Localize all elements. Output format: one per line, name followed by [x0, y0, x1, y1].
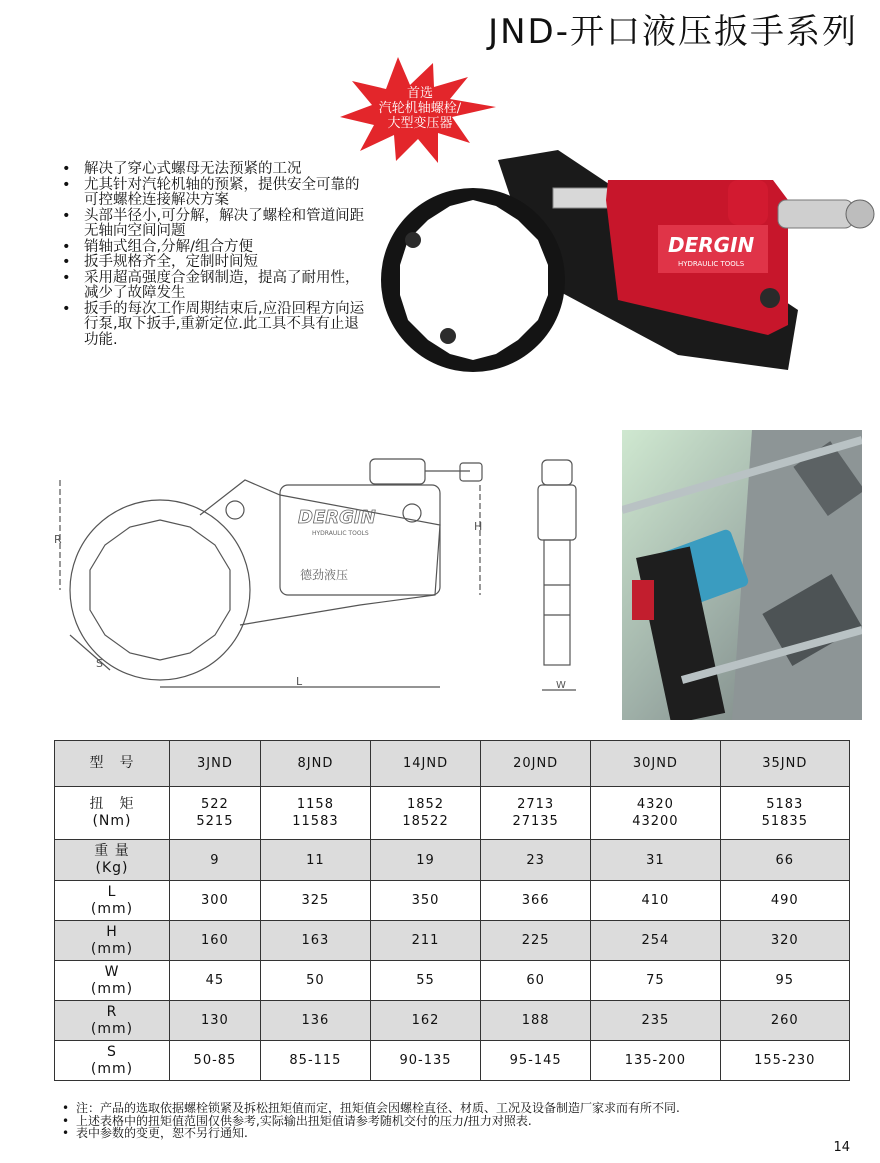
note-item: • 上述表格中的扭矩值范围仅供参考,实际输出扭矩值请参考随机交付的压力/扭力对照表. [62, 1115, 680, 1128]
swivel-cap [728, 180, 768, 225]
row-label-name: W [104, 963, 120, 980]
table-cell: 325 [260, 881, 370, 921]
row-label [55, 1001, 170, 1041]
table-cell: 9 [170, 840, 261, 881]
coupler-nut [846, 200, 874, 228]
drawing-brand: DERGIN [298, 507, 376, 528]
feature-item: • 采用超高强度合金钢制造，提高了耐用性，减少了故障发生 [62, 271, 372, 302]
drawing-hex [90, 520, 230, 660]
row-label-unit: (mm) [90, 980, 134, 997]
feature-item: • 销轴式组合,分解/组合方便 [62, 240, 372, 256]
drawing-arm [200, 480, 440, 625]
model-cell: 14JND [370, 741, 480, 787]
row-label-unit: (Nm) [92, 813, 132, 829]
dim-label-W: W [556, 680, 566, 691]
row-label [55, 840, 170, 881]
table-cell: 130 [170, 1001, 261, 1041]
table-cell: 136 [260, 1001, 370, 1041]
table-cell: 95 [720, 961, 849, 1001]
application-photo [622, 430, 862, 720]
ring-pin [440, 328, 456, 344]
feature-item: • 扳手的每次工作周期结束后,应沿回程方向运行泵,取下扳手,重新定位.此工具不具有止退功能. [62, 302, 372, 349]
table-cell: 50-85 [170, 1041, 261, 1081]
product-brand: DERGIN [668, 233, 755, 257]
row-label-unit: (mm) [90, 1060, 134, 1077]
note-item: • 表中参数的变更，恕不另行通知. [62, 1127, 680, 1140]
table-cell: 260 [720, 1001, 849, 1041]
row-label-name: 扭 矩 [89, 796, 135, 812]
row-label [55, 961, 170, 1001]
table-row [55, 1001, 850, 1041]
dim-line-S [70, 635, 110, 670]
table-cell: 163 [260, 921, 370, 961]
table-cell: 350 [370, 881, 480, 921]
table-cell: 254 [591, 921, 720, 961]
table-cell: 50 [260, 961, 370, 1001]
table-cell: 31 [591, 840, 720, 881]
row-label-unit: (mm) [90, 900, 134, 917]
drawing-cap [370, 459, 425, 484]
table-cell: 2713 27135 [481, 787, 591, 840]
table-cell: 320 [720, 921, 849, 961]
dim-label-S: S [96, 657, 103, 670]
feature-item: • 头部半径小,可分解，解决了螺栓和管道间距无轴向空间问题 [62, 209, 372, 240]
drawing-brand-sub: HYDRAULIC TOOLS [312, 530, 369, 537]
hydraulic-coupler [778, 200, 853, 228]
table-header-row [55, 741, 850, 787]
table-cell: 95-145 [481, 1041, 591, 1081]
ring-pin [405, 232, 421, 248]
table-cell: 300 [170, 881, 261, 921]
table-cell: 11 [260, 840, 370, 881]
feature-item: • 扳手规格齐全，定制时间短 [62, 255, 372, 271]
piston-rod [553, 188, 613, 208]
row-label [55, 1041, 170, 1081]
technical-drawing-front [520, 455, 600, 700]
table-cell: 410 [591, 881, 720, 921]
row-label-name: S [107, 1043, 117, 1060]
table-row [55, 840, 850, 881]
model-cell: 8JND [260, 741, 370, 787]
drawing-maker: 德劲液压 [300, 568, 349, 582]
table-cell: 1852 18522 [370, 787, 480, 840]
product-brand-sub: HYDRAULIC TOOLS [678, 260, 745, 268]
table-cell: 235 [591, 1001, 720, 1041]
badge-line-3: 大型变压器 [387, 116, 453, 131]
header-label: 型 号 [55, 741, 170, 787]
page-title: JND-开口液压扳手系列 [488, 12, 858, 52]
table-cell: 66 [720, 840, 849, 881]
row-label-name: 重 量 [94, 843, 130, 859]
table-cell: 90-135 [370, 1041, 480, 1081]
feature-item: • 尤其针对汽轮机轴的预紧，提供安全可靠的可控螺栓连接解决方案 [62, 178, 372, 209]
badge-line-2: 汽轮机轴螺栓/ [378, 101, 462, 116]
table-row [55, 881, 850, 921]
dim-label-H: H [474, 520, 483, 533]
feature-list [62, 162, 372, 348]
spec-table [54, 740, 850, 1081]
row-label-unit: (mm) [90, 940, 134, 957]
table-cell: 85-115 [260, 1041, 370, 1081]
badge-line-1: 首选 [406, 86, 433, 101]
row-label [55, 881, 170, 921]
table-cell: 23 [481, 840, 591, 881]
row-label-name: R [106, 1003, 118, 1020]
product-wrench-image [378, 140, 878, 380]
table-cell: 188 [481, 1001, 591, 1041]
table-cell: 160 [170, 921, 261, 961]
model-cell: 30JND [591, 741, 720, 787]
table-cell: 211 [370, 921, 480, 961]
table-cell: 162 [370, 1001, 480, 1041]
table-cell: 5183 51835 [720, 787, 849, 840]
model-cell: 20JND [481, 741, 591, 787]
row-label [55, 921, 170, 961]
table-cell: 4320 43200 [591, 787, 720, 840]
table-row [55, 921, 850, 961]
pivot-bolt [760, 288, 780, 308]
table-cell: 19 [370, 840, 480, 881]
table-cell: 366 [481, 881, 591, 921]
table-cell: 135-200 [591, 1041, 720, 1081]
row-label-unit: (mm) [90, 1020, 134, 1037]
row-label-name: H [106, 923, 118, 940]
table-cell: 522 5215 [170, 787, 261, 840]
drawing-ring [70, 500, 250, 680]
page-number: 14 [833, 1140, 850, 1155]
table-cell: 60 [481, 961, 591, 1001]
table-cell: 45 [170, 961, 261, 1001]
row-label-name: L [107, 883, 117, 900]
table-cell: 225 [481, 921, 591, 961]
table-cell: 75 [591, 961, 720, 1001]
row-label-unit: (Kg) [95, 860, 129, 876]
badge-text [350, 86, 490, 131]
dim-label-L: L [296, 675, 303, 688]
table-row [55, 787, 850, 840]
table-cell: 155-230 [720, 1041, 849, 1081]
table-cell: 490 [720, 881, 849, 921]
model-cell: 3JND [170, 741, 261, 787]
table-row [55, 1041, 850, 1081]
feature-item: • 解决了穿心式螺母无法预紧的工况 [62, 162, 372, 178]
table-cell: 55 [370, 961, 480, 1001]
row-label [55, 787, 170, 840]
dim-label-R: R [54, 533, 62, 546]
model-cell: 35JND [720, 741, 849, 787]
technical-drawing-side [50, 455, 510, 700]
table-cell: 1158 11583 [260, 787, 370, 840]
notes-list [62, 1102, 680, 1140]
table-row [55, 961, 850, 1001]
note-item: • 注：产品的选取依据螺栓锁紧及拆松扭矩值而定，扭矩值会因螺栓直径、材质、工况及设备制造厂家求而有所不同. [62, 1102, 680, 1115]
